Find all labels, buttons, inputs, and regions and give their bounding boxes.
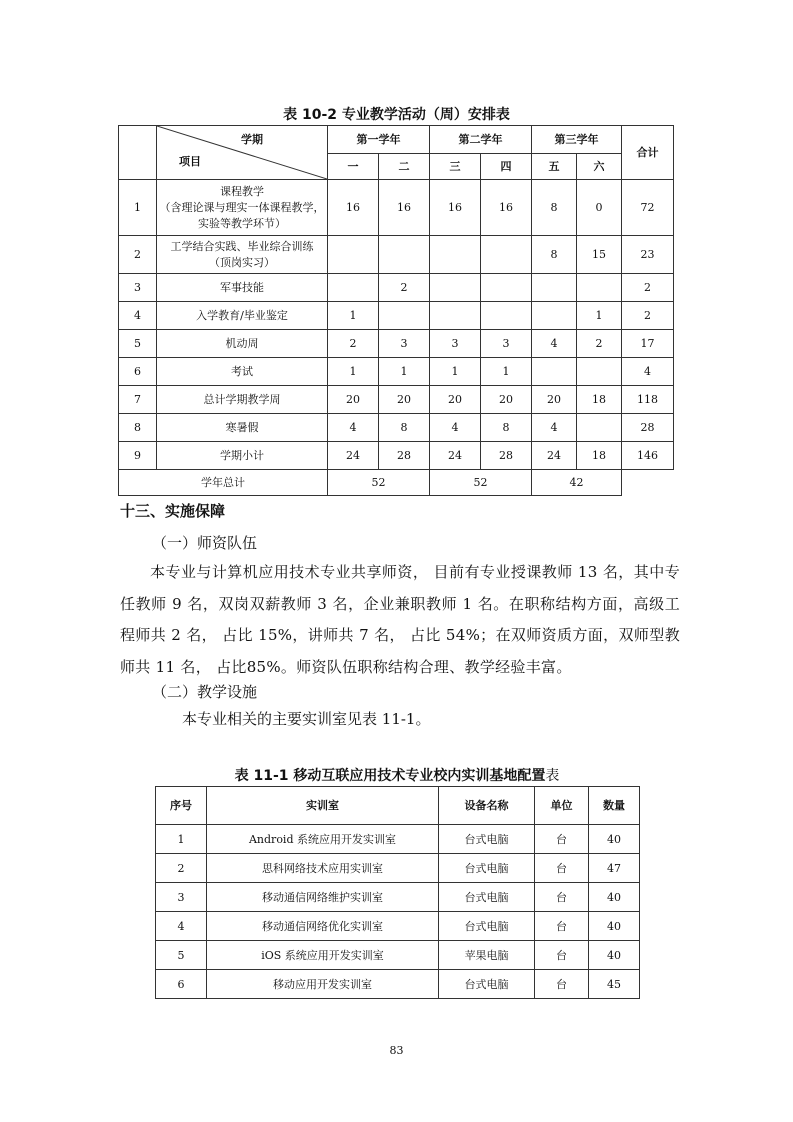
table-11-1-caption [155, 765, 639, 785]
term-value [328, 274, 379, 302]
term-value [430, 274, 481, 302]
term-value: 3 [430, 330, 481, 358]
lab-no: 4 [156, 912, 207, 941]
term-value [481, 274, 532, 302]
quantity: 40 [589, 883, 640, 912]
term-value: 2 [328, 330, 379, 358]
term-value [577, 274, 622, 302]
row-item: 考试 [157, 358, 328, 386]
row-total: 28 [622, 414, 674, 442]
table-10-2-caption: 表 10-2 专业教学活动（周）安排表 [283, 107, 510, 123]
row-number: 6 [119, 358, 157, 386]
term-value: 18 [577, 442, 622, 470]
term-value: 4 [328, 414, 379, 442]
teaching-schedule-table [118, 125, 674, 496]
table-row [156, 912, 640, 941]
table-row [119, 414, 674, 442]
term-value: 24 [328, 442, 379, 470]
page-number: 83 [389, 1044, 404, 1057]
row-number: 4 [119, 302, 157, 330]
row-number: 2 [119, 236, 157, 274]
term-value: 16 [379, 180, 430, 236]
term-value [379, 302, 430, 330]
row-number: 1 [119, 180, 157, 236]
term-value: 20 [379, 386, 430, 414]
row-number: 8 [119, 414, 157, 442]
term-value: 4 [532, 414, 577, 442]
quantity: 40 [589, 912, 640, 941]
table-row [156, 854, 640, 883]
faculty-paragraph: 本专业与计算机应用技术专业共享师资， 目前有专业授课教师 13 名，其中专任教师 9 名，双岗双薪教师 3 名，企业兼职教师 1 名。在职称结构方面，高级工程师共 2 名， 占比 15%，讲师共 7 名， 占比 54%；在双师资质方面，双师型教师共 11 名， 占比85%。师资队伍职称结构合理、教学经验丰富。 [120, 563, 680, 676]
header-year-1: 第一学年 [328, 126, 430, 154]
unit: 台 [535, 912, 589, 941]
table-row [119, 302, 674, 330]
term-value: 8 [532, 180, 577, 236]
table-11-1-caption-main: 表 11-1 移动互联应用技术专业校内实训基地配置 [234, 768, 546, 784]
term-value: 20 [430, 386, 481, 414]
header-semester-label: 学期 [241, 133, 263, 146]
term-value: 1 [328, 358, 379, 386]
table-row [156, 941, 640, 970]
table-row [119, 236, 674, 274]
term-value: 16 [430, 180, 481, 236]
quantity: 47 [589, 854, 640, 883]
year-total-label: 学年总计 [119, 470, 328, 496]
term-value: 4 [430, 414, 481, 442]
col-header-quantity: 数量 [589, 787, 640, 825]
equipment-name: 台式电脑 [439, 883, 535, 912]
term-value: 3 [481, 330, 532, 358]
equipment-name: 台式电脑 [439, 854, 535, 883]
equipment-name: 台式电脑 [439, 970, 535, 999]
term-value: 1 [577, 302, 622, 330]
row-item: 课程教学 （含理论课与理实一体课程教学，实验等教学环节） [157, 180, 328, 236]
row-number: 3 [119, 274, 157, 302]
term-value [532, 274, 577, 302]
col-header-unit: 单位 [535, 787, 589, 825]
term-value: 1 [481, 358, 532, 386]
term-value [577, 414, 622, 442]
term-value: 1 [379, 358, 430, 386]
term-value [481, 302, 532, 330]
section-title: 十三、实施保障 [120, 502, 226, 520]
row-total: 2 [622, 302, 674, 330]
term-value: 24 [430, 442, 481, 470]
row-item: 寒暑假 [157, 414, 328, 442]
term-value: 4 [532, 330, 577, 358]
table-row [119, 274, 674, 302]
row-item: 工学结合实践、毕业综合训练 （顶岗实习） [157, 236, 328, 274]
term-value [328, 236, 379, 274]
term-value: 20 [481, 386, 532, 414]
row-number: 9 [119, 442, 157, 470]
unit: 台 [535, 883, 589, 912]
table-row [119, 330, 674, 358]
header-term-1: 一 [328, 154, 379, 180]
term-value [532, 302, 577, 330]
header-term-4: 四 [481, 154, 532, 180]
row-total: 72 [622, 180, 674, 236]
table-11-1-caption-tail: 表 [545, 768, 560, 784]
header-term-2: 二 [379, 154, 430, 180]
lab-no: 5 [156, 941, 207, 970]
header-diagonal-cell [157, 126, 328, 180]
lab-name: Android 系统应用开发实训室 [207, 825, 439, 854]
row-total: 146 [622, 442, 674, 470]
term-value: 1 [430, 358, 481, 386]
term-value: 20 [328, 386, 379, 414]
term-value: 16 [481, 180, 532, 236]
term-value: 28 [379, 442, 430, 470]
row-item: 总计学期教学周 [157, 386, 328, 414]
header-year-3: 第三学年 [532, 126, 622, 154]
row-total: 23 [622, 236, 674, 274]
row-total: 4 [622, 358, 674, 386]
lab-name: 思科网络技术应用实训室 [207, 854, 439, 883]
quantity: 45 [589, 970, 640, 999]
table-row [119, 386, 674, 414]
lab-name: 移动通信网络优化实训室 [207, 912, 439, 941]
year-total-3: 42 [532, 470, 622, 496]
lab-no: 3 [156, 883, 207, 912]
lab-name: 移动通信网络维护实训室 [207, 883, 439, 912]
table-row [156, 825, 640, 854]
unit: 台 [535, 941, 589, 970]
col-header-equipment: 设备名称 [439, 787, 535, 825]
header-term-3: 三 [430, 154, 481, 180]
lab-no: 2 [156, 854, 207, 883]
unit: 台 [535, 970, 589, 999]
header-item-label: 项目 [179, 155, 201, 168]
term-value: 8 [481, 414, 532, 442]
table-row [119, 180, 674, 236]
header-year-2: 第二学年 [430, 126, 532, 154]
quantity: 40 [589, 825, 640, 854]
row-number: 5 [119, 330, 157, 358]
term-value [577, 358, 622, 386]
subsection-faculty: （一）师资队伍 [152, 534, 258, 552]
row-total: 2 [622, 274, 674, 302]
term-value [481, 236, 532, 274]
row-item: 机动周 [157, 330, 328, 358]
term-value: 1 [328, 302, 379, 330]
header-term-6: 六 [577, 154, 622, 180]
col-header-lab: 实训室 [207, 787, 439, 825]
term-value: 3 [379, 330, 430, 358]
term-value: 8 [379, 414, 430, 442]
subsection-facilities: （二）教学设施 [152, 683, 258, 701]
row-total: 17 [622, 330, 674, 358]
term-value [379, 236, 430, 274]
table-row [119, 442, 674, 470]
facilities-paragraph: 本专业相关的主要实训室见表 11-1。 [182, 710, 431, 728]
table-row [119, 358, 674, 386]
lab-no: 1 [156, 825, 207, 854]
term-value: 24 [532, 442, 577, 470]
lab-name: iOS 系统应用开发实训室 [207, 941, 439, 970]
year-total-1: 52 [328, 470, 430, 496]
col-header-no: 序号 [156, 787, 207, 825]
table-row [156, 970, 640, 999]
term-value: 20 [532, 386, 577, 414]
equipment-name: 台式电脑 [439, 825, 535, 854]
header-term-5: 五 [532, 154, 577, 180]
table-row [156, 883, 640, 912]
unit: 台 [535, 854, 589, 883]
equipment-name: 台式电脑 [439, 912, 535, 941]
unit: 台 [535, 825, 589, 854]
row-total: 118 [622, 386, 674, 414]
term-value: 16 [328, 180, 379, 236]
quantity: 40 [589, 941, 640, 970]
row-number: 7 [119, 386, 157, 414]
year-total-2: 52 [430, 470, 532, 496]
term-value: 0 [577, 180, 622, 236]
term-value: 28 [481, 442, 532, 470]
term-value [430, 302, 481, 330]
term-value [532, 358, 577, 386]
header-blank-cell [119, 126, 157, 180]
lab-name: 移动应用开发实训室 [207, 970, 439, 999]
header-total: 合计 [622, 126, 674, 180]
row-item: 学期小计 [157, 442, 328, 470]
term-value: 15 [577, 236, 622, 274]
row-item: 军事技能 [157, 274, 328, 302]
term-value: 2 [577, 330, 622, 358]
training-base-table [155, 786, 640, 999]
lab-no: 6 [156, 970, 207, 999]
term-value: 2 [379, 274, 430, 302]
term-value: 18 [577, 386, 622, 414]
term-value [430, 236, 481, 274]
row-item: 入学教育/毕业鉴定 [157, 302, 328, 330]
equipment-name: 苹果电脑 [439, 941, 535, 970]
term-value: 8 [532, 236, 577, 274]
